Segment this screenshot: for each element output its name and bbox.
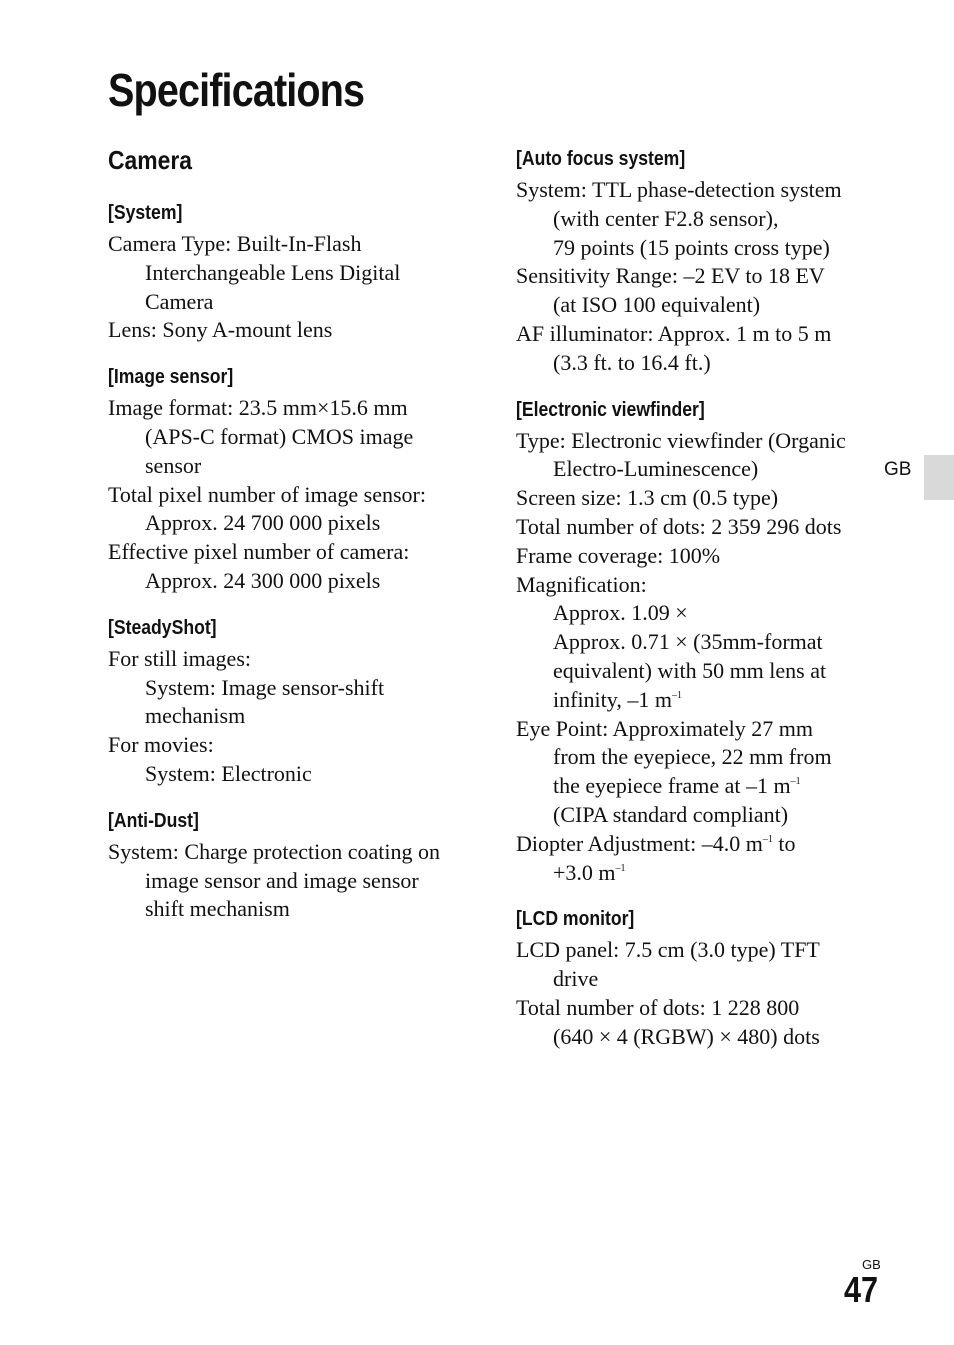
right-spec-column bbox=[516, 145, 886, 1070]
spec-line bbox=[108, 702, 478, 731]
spec-line bbox=[108, 259, 478, 288]
spec-line bbox=[108, 538, 478, 567]
spec-line-text: the eyepiece frame at –1 m bbox=[553, 773, 791, 799]
superscript: –1 bbox=[790, 776, 801, 788]
spec-line bbox=[516, 1023, 886, 1052]
spec-line-text: Electro-Luminescence) bbox=[553, 456, 759, 482]
spec-group-heading: [Anti-Dust] bbox=[108, 809, 199, 832]
spec-line-text: image sensor and image sensor bbox=[145, 867, 419, 893]
spec-line-text: Lens: Sony A-mount lens bbox=[108, 317, 333, 343]
spec-line bbox=[108, 316, 478, 345]
spec-line bbox=[516, 657, 886, 686]
spec-line-text: Approx. 1.09 × bbox=[553, 600, 688, 626]
spec-line-text: For movies: bbox=[108, 732, 214, 758]
spec-line bbox=[108, 567, 478, 596]
spec-line bbox=[108, 452, 478, 481]
spec-line-text: For still images: bbox=[108, 645, 251, 671]
footer-language-label: GB bbox=[862, 1257, 881, 1272]
spec-line-text: Magnification: bbox=[516, 571, 647, 597]
spec-line bbox=[516, 291, 886, 320]
spec-line bbox=[108, 760, 478, 789]
superscript: –1 bbox=[615, 862, 626, 874]
spec-line bbox=[516, 320, 886, 349]
spec-line-text: Image format: 23.5 mm×15.6 mm bbox=[108, 395, 408, 421]
spec-line bbox=[516, 262, 886, 291]
spec-group bbox=[108, 807, 478, 924]
spec-line bbox=[516, 571, 886, 600]
spec-line-text: mechanism bbox=[145, 703, 246, 729]
spec-line-text: (3.3 ft. to 16.4 ft.) bbox=[553, 349, 711, 375]
spec-line bbox=[516, 801, 886, 830]
spec-line-text: Camera Type: Built-In-Flash bbox=[108, 231, 362, 256]
spec-line-text: 79 points (15 points cross type) bbox=[553, 234, 830, 260]
spec-group bbox=[108, 199, 478, 345]
spec-group bbox=[516, 396, 886, 888]
spec-line bbox=[516, 859, 886, 888]
spec-line-text: (at ISO 100 equivalent) bbox=[553, 292, 761, 318]
spec-line bbox=[516, 830, 886, 859]
spec-group-heading: [Image sensor] bbox=[108, 366, 234, 389]
spec-group bbox=[516, 905, 886, 1051]
gb-side-tab bbox=[924, 455, 954, 500]
spec-group bbox=[108, 614, 478, 789]
spec-line bbox=[516, 234, 886, 263]
spec-line bbox=[108, 394, 478, 423]
left-spec-column bbox=[108, 199, 478, 942]
spec-line-text: shift mechanism bbox=[145, 896, 290, 922]
spec-line bbox=[516, 205, 886, 234]
spec-line-text: Interchangeable Lens Digital bbox=[145, 259, 401, 285]
spec-group-heading: [SteadyShot] bbox=[108, 616, 217, 639]
spec-line-text: Camera bbox=[145, 288, 214, 314]
spec-group-heading: [LCD monitor] bbox=[516, 908, 635, 931]
spec-line bbox=[516, 427, 886, 456]
spec-line-text-after: to bbox=[772, 830, 796, 856]
spec-line-text: Approx. 24 300 000 pixels bbox=[145, 567, 381, 593]
spec-line bbox=[516, 743, 886, 772]
spec-line bbox=[516, 965, 886, 994]
spec-line-text: Frame coverage: 100% bbox=[516, 542, 721, 568]
spec-line bbox=[108, 230, 478, 259]
spec-line-text: AF illuminator: Approx. 1 m to 5 m bbox=[516, 320, 832, 346]
spec-line-text: Sensitivity Range: –2 EV to 18 EV bbox=[516, 263, 825, 289]
spec-line-text: System: Electronic bbox=[145, 760, 312, 786]
spec-line-text: infinity, –1 m bbox=[553, 686, 672, 712]
spec-line bbox=[108, 645, 478, 674]
spec-line bbox=[516, 349, 886, 378]
spec-group-heading: [Auto focus system] bbox=[516, 148, 686, 170]
spec-line-text: Total pixel number of image sensor: bbox=[108, 481, 426, 507]
spec-group-heading: [System] bbox=[108, 202, 183, 224]
spec-line-text: Eye Point: Approximately 27 mm bbox=[516, 715, 813, 741]
spec-line-text: Screen size: 1.3 cm (0.5 type) bbox=[516, 485, 779, 511]
spec-line-text: Total number of dots: 1 228 800 bbox=[516, 994, 800, 1020]
spec-line bbox=[516, 513, 886, 542]
spec-line-text: (CIPA standard compliant) bbox=[553, 801, 789, 827]
spec-line-text: drive bbox=[553, 966, 599, 992]
spec-line bbox=[516, 484, 886, 513]
superscript: –1 bbox=[762, 833, 773, 845]
gb-side-label: GB bbox=[884, 459, 912, 480]
spec-line bbox=[108, 895, 478, 924]
spec-line-text: equivalent) with 50 mm lens at bbox=[553, 657, 827, 683]
spec-line bbox=[108, 509, 478, 538]
spec-line bbox=[108, 481, 478, 510]
spec-line bbox=[516, 686, 886, 715]
spec-line-text: (640 × 4 (RGBW) × 480) dots bbox=[553, 1023, 820, 1049]
spec-line bbox=[516, 994, 886, 1023]
spec-line bbox=[516, 455, 886, 484]
spec-line bbox=[108, 288, 478, 317]
spec-line bbox=[516, 772, 886, 801]
section-title: Camera bbox=[108, 145, 192, 175]
spec-line-text: Effective pixel number of camera: bbox=[108, 539, 410, 565]
spec-line-text: Total number of dots: 2 359 296 dots bbox=[516, 513, 842, 539]
spec-line bbox=[516, 628, 886, 657]
spec-line-text: +3.0 m bbox=[553, 859, 616, 885]
spec-line-text: from the eyepiece, 22 mm from bbox=[553, 744, 832, 770]
page-title: Specifications bbox=[108, 64, 365, 116]
spec-line bbox=[108, 838, 478, 867]
spec-group bbox=[516, 145, 886, 378]
spec-line bbox=[108, 423, 478, 452]
spec-line-text: (APS-C format) CMOS image bbox=[145, 423, 414, 449]
spec-line-text: sensor bbox=[145, 452, 202, 478]
spec-line-text: System: TTL phase-detection system bbox=[516, 177, 842, 202]
spec-line-text: Diopter Adjustment: –4.0 m bbox=[516, 830, 763, 856]
spec-group bbox=[108, 363, 478, 596]
spec-line-text: LCD panel: 7.5 cm (3.0 type) TFT bbox=[516, 937, 820, 963]
spec-line bbox=[516, 715, 886, 744]
spec-line bbox=[516, 542, 886, 571]
spec-line bbox=[516, 599, 886, 628]
spec-line-text: Type: Electronic viewfinder (Organic bbox=[516, 427, 846, 453]
spec-line-text: (with center F2.8 sensor), bbox=[553, 205, 779, 231]
spec-line-text: Approx. 0.71 × (35mm-format bbox=[553, 629, 823, 655]
page-number: 47 bbox=[844, 1269, 879, 1310]
spec-line bbox=[516, 936, 886, 965]
spec-group-heading: [Electronic viewfinder] bbox=[516, 398, 705, 421]
spec-line bbox=[108, 867, 478, 896]
spec-line bbox=[108, 674, 478, 703]
spec-line-text: System: Charge protection coating on bbox=[108, 838, 440, 864]
spec-line-text: System: Image sensor-shift bbox=[145, 674, 385, 700]
spec-line bbox=[516, 176, 886, 205]
superscript: –1 bbox=[671, 689, 682, 701]
spec-line-text: Approx. 24 700 000 pixels bbox=[145, 510, 381, 536]
spec-line bbox=[108, 731, 478, 760]
